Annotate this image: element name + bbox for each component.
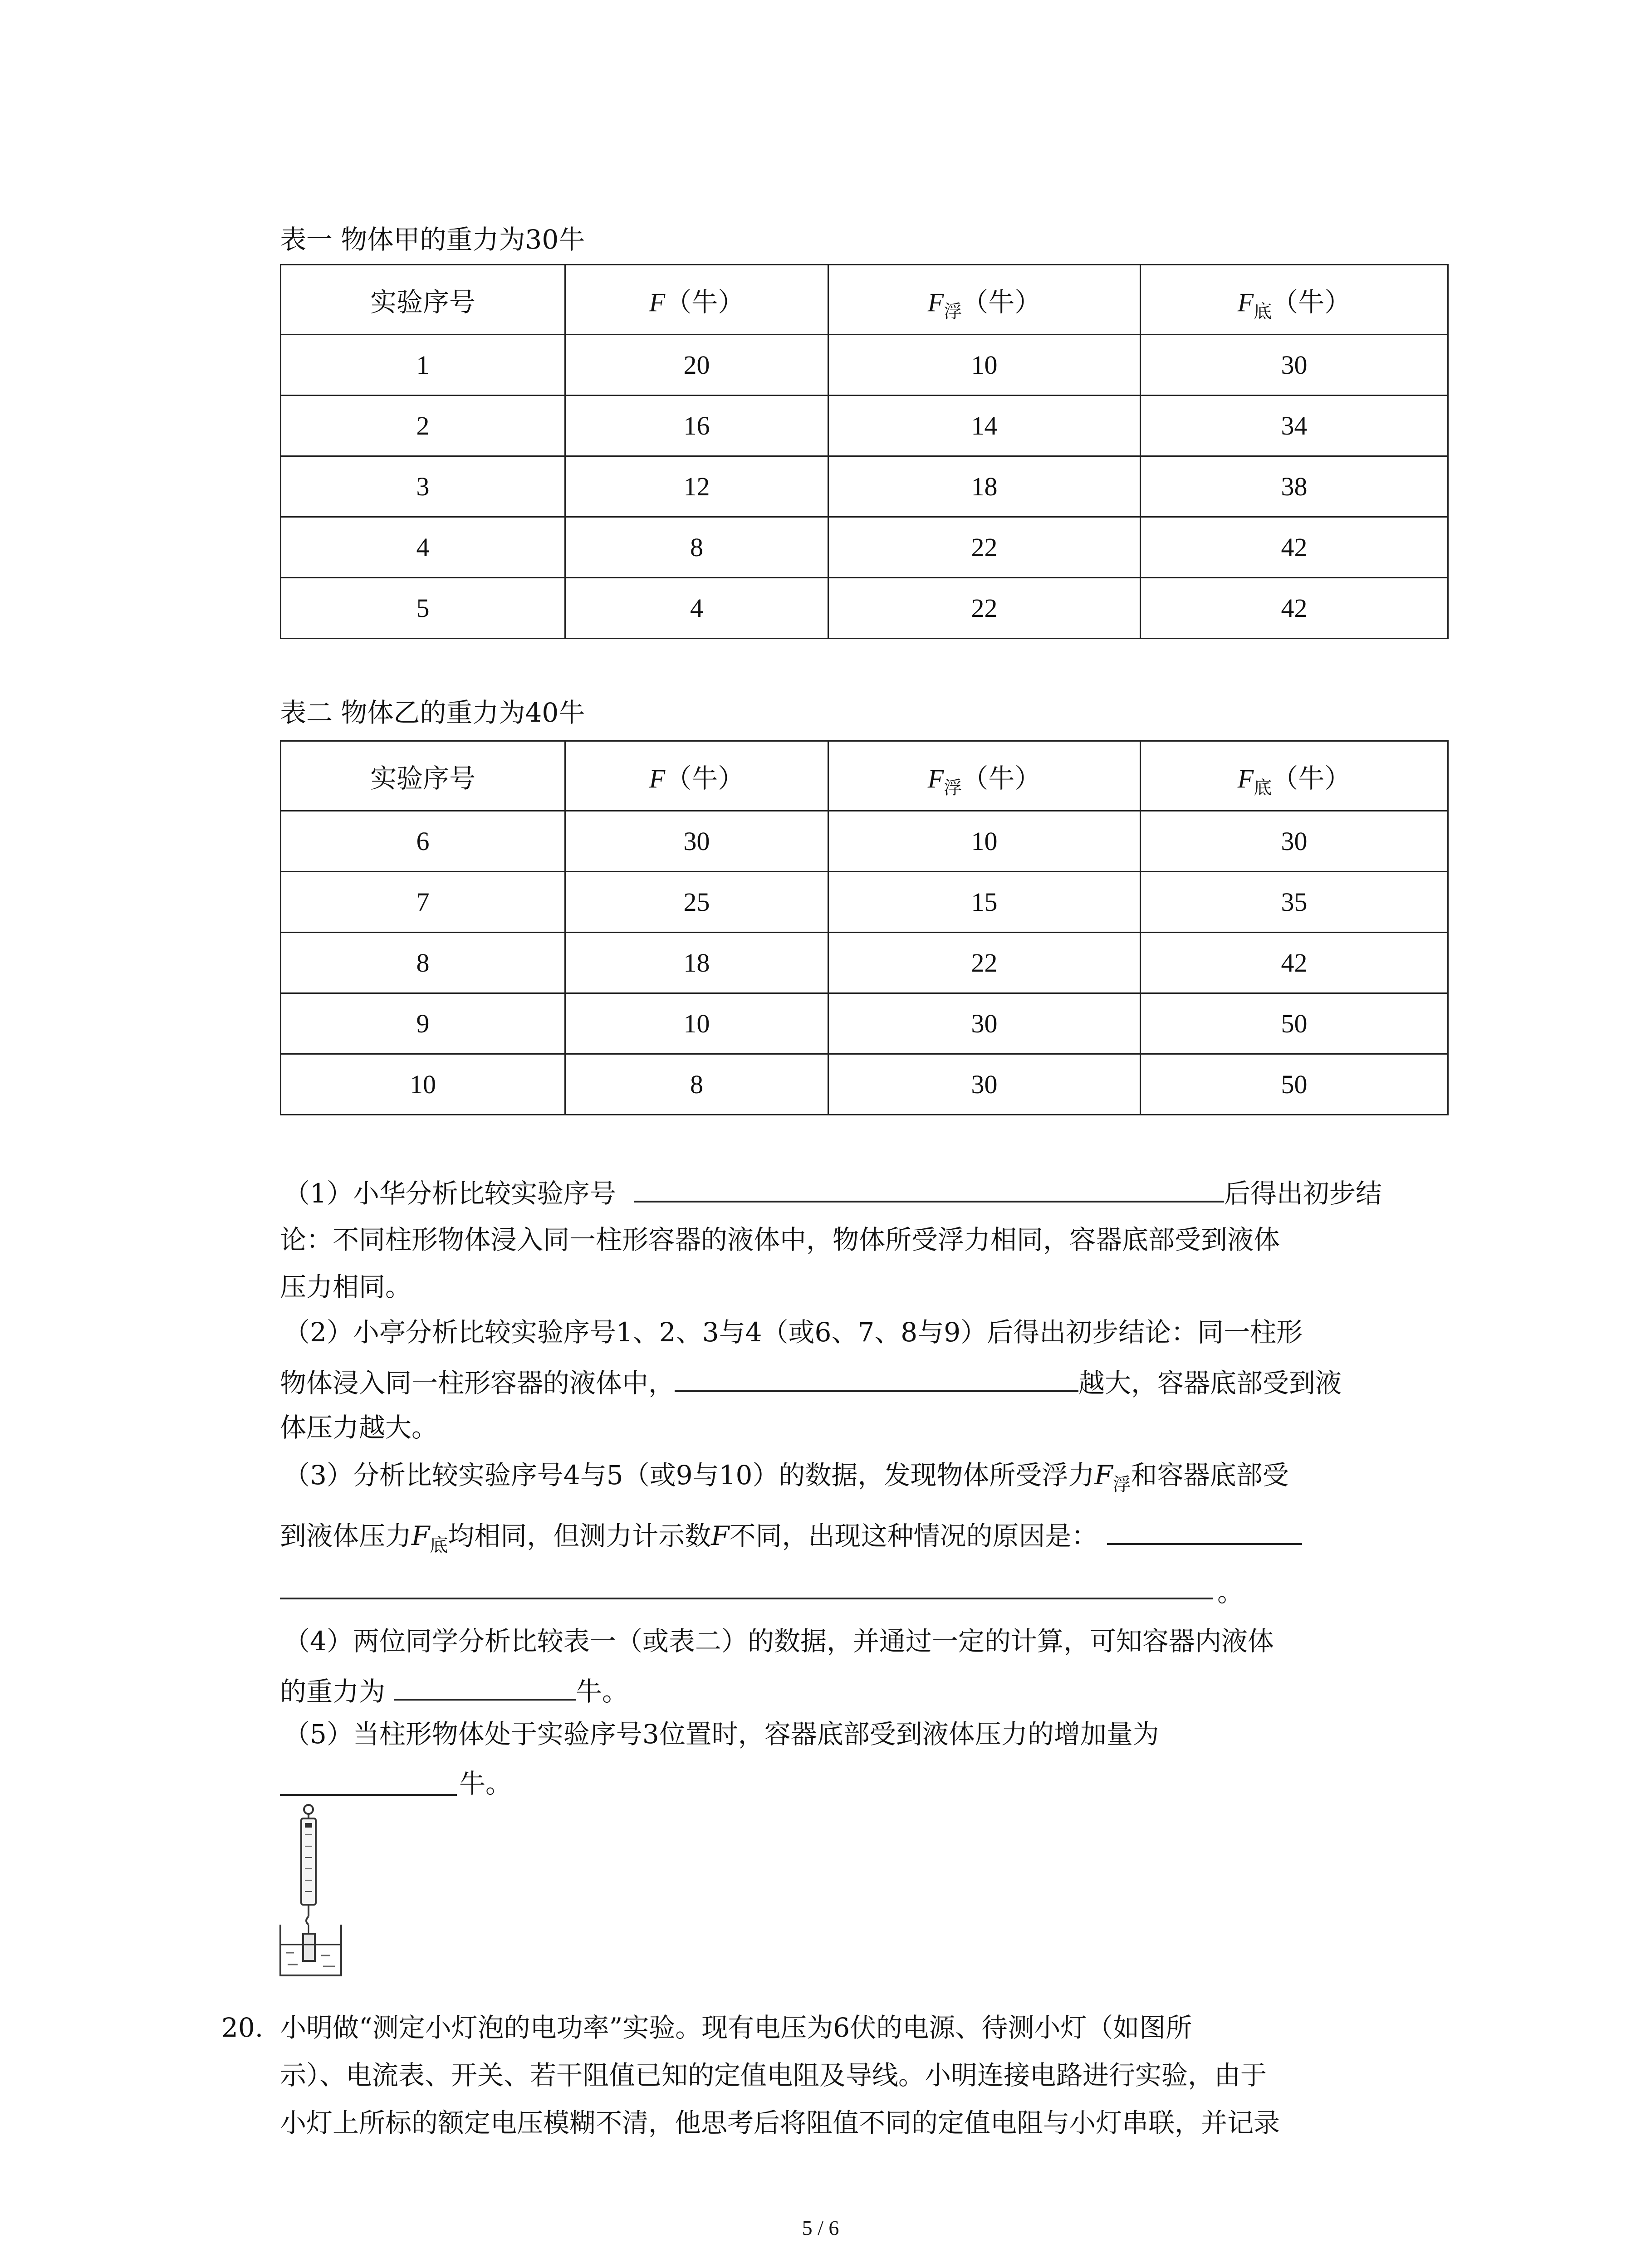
table2-caption: 表二 物体乙的重力为40牛 [280,697,585,728]
f-buoyancy-unit: （牛） [962,763,1041,793]
cell-f: 8 [565,1054,828,1115]
f-buoyancy-subscript: 浮 [1112,1474,1131,1495]
f-scale-symbol: F [711,1520,730,1551]
table-row [281,933,1448,993]
cell-f: 25 [565,872,828,933]
table-row [281,578,1448,639]
f-unit: （牛） [665,287,745,317]
cell-f-buoyancy: 18 [828,456,1141,517]
question-1-line-3: 压力相同。 [280,1271,412,1302]
cell-f-buoyancy: 30 [828,993,1141,1054]
cell-index: 3 [281,456,565,517]
question-2-line-1: （2）小亭分析比较实验序号1、2、3与4（或6、7、8与9）后得出初步结论：同一柱形 [284,1317,1303,1348]
question-4-line-2 [280,1671,628,1710]
question-2-line-3: 体压力越大。 [280,1412,438,1443]
question-20-line-1: 小明做“测定小灯泡的电功率”实验。现有电压为6伏的电源、待测小灯（如图所 [280,2012,1192,2043]
answer-blank-4[interactable] [394,1671,576,1701]
question-3-text-mid: 均相同，但测力计示数 [448,1520,711,1551]
cell-f-buoyancy: 22 [828,933,1141,993]
cell-f: 12 [565,456,828,517]
cell-f: 18 [565,933,828,993]
cell-f-bottom: 30 [1141,811,1448,872]
f-bottom-unit: （牛） [1272,763,1351,793]
table-row [281,396,1448,456]
question-3-line-2 [280,1515,1302,1557]
question-4-text: 的重力为 [280,1676,386,1707]
cell-f-bottom: 30 [1141,335,1448,396]
f-buoyancy-subscript: 浮 [944,777,962,798]
cell-index: 8 [281,933,565,993]
cell-f: 10 [565,993,828,1054]
f-unit: （牛） [665,763,745,793]
header-f [565,265,828,335]
f-buoyancy-unit: （牛） [962,287,1041,317]
answer-blank-5[interactable] [280,1794,457,1796]
question-20-line-3: 小灯上所标的额定电压模糊不清，他思考后将阻值不同的定值电阻与小灯串联，并记录 [280,2107,1280,2138]
table-row [281,993,1448,1054]
question-3-text-end: 不同，出现这种情况的原因是： [729,1520,1098,1551]
cell-f: 16 [565,396,828,456]
header-index: 实验序号 [281,265,565,335]
cell-index: 6 [281,811,565,872]
header-f-bottom [1141,265,1448,335]
cell-f-bottom: 42 [1141,933,1448,993]
question-2-line-2 [280,1362,1342,1401]
cell-f-buoyancy: 10 [828,335,1141,396]
cell-index: 4 [281,517,565,578]
table-row [281,811,1448,872]
answer-blank-3a[interactable] [1107,1515,1302,1545]
cell-f: 4 [565,578,828,639]
header-f [565,741,828,811]
f-buoyancy-symbol: F [1094,1460,1113,1491]
f-bottom-subscript: 底 [430,1535,448,1556]
cell-f-buoyancy: 10 [828,811,1141,872]
question-1-line-2: 论：不同柱形物体浸入同一柱形容器的液体中，物体所受浮力相同，容器底部受到液体 [280,1224,1280,1255]
f-symbol: F [649,287,666,317]
f-bottom-unit: （牛） [1272,287,1351,317]
question-20-number: 20. [221,2012,264,2043]
answer-blank-2[interactable] [675,1362,1078,1392]
table2-header-row [281,741,1448,811]
cell-f: 8 [565,517,828,578]
cell-index: 7 [281,872,565,933]
cell-f-buoyancy: 30 [828,1054,1141,1115]
question-1-text-end: 后得出初步结 [1224,1178,1382,1209]
f-buoyancy-symbol: F [927,287,944,317]
answer-blank-1[interactable] [634,1173,1224,1202]
cell-f-buoyancy: 22 [828,517,1141,578]
cell-index: 10 [281,1054,565,1115]
header-f-buoyancy [828,741,1141,811]
question-5-end: 牛。 [459,1768,512,1799]
question-3-line-1 [284,1457,1289,1496]
question-3-text: （3）分析比较实验序号4与5（或9与10）的数据，发现物体所受浮力 [284,1460,1095,1491]
cell-index: 5 [281,578,565,639]
f-bottom-subscript: 底 [1254,777,1272,798]
cell-f: 20 [565,335,828,396]
header-index: 实验序号 [281,741,565,811]
cell-f: 30 [565,811,828,872]
table-row [281,517,1448,578]
question-1-line-1 [284,1173,1382,1212]
table2 [280,740,1449,1115]
header-f-buoyancy [828,265,1141,335]
question-2-text-end: 越大，容器底部受到液 [1078,1368,1342,1398]
question-3-text-end: 和容器底部受 [1131,1460,1289,1491]
spring-scale-in-container-icon [278,1803,346,1984]
table-row [281,872,1448,933]
table1-header-row [281,265,1448,335]
page-number: 5 / 6 [802,2216,839,2239]
f-bottom-subscript: 底 [1254,301,1272,322]
cell-f-bottom: 50 [1141,993,1448,1054]
f-bottom-symbol: F [411,1520,430,1551]
cell-f-bottom: 42 [1141,517,1448,578]
table-row [281,456,1448,517]
question-1-text: （1）小华分析比较实验序号 [284,1178,616,1209]
cell-f-buoyancy: 14 [828,396,1141,456]
cell-index: 9 [281,993,565,1054]
question-4-line-1: （4）两位同学分析比较表一（或表二）的数据，并通过一定的计算，可知容器内液体 [284,1626,1274,1657]
table-row [281,1054,1448,1115]
cell-f-buoyancy: 22 [828,578,1141,639]
cell-f-bottom: 34 [1141,396,1448,456]
cell-index: 1 [281,335,565,396]
cell-f-buoyancy: 15 [828,872,1141,933]
f-symbol: F [649,763,666,793]
question-5-line-1: （5）当柱形物体处于实验序号3位置时，容器底部受到液体压力的增加量为 [284,1719,1159,1750]
header-f-bottom [1141,741,1448,811]
table-row [281,335,1448,396]
question-3-end: 。 [1217,1577,1244,1608]
cell-f-bottom: 50 [1141,1054,1448,1115]
question-4-text-end: 牛。 [576,1676,629,1707]
cell-f-bottom: 35 [1141,872,1448,933]
question-2-text: 物体浸入同一柱形容器的液体中， [280,1368,675,1398]
cell-f-bottom: 38 [1141,456,1448,517]
cell-f-bottom: 42 [1141,578,1448,639]
cell-index: 2 [281,396,565,456]
answer-blank-3b[interactable] [280,1598,1213,1599]
table1 [280,264,1449,639]
f-bottom-symbol: F [1237,287,1254,317]
f-buoyancy-subscript: 浮 [944,301,962,322]
table1-caption: 表一 物体甲的重力为30牛 [280,224,585,255]
question-20-line-2: 示）、电流表、开关、若干阻值已知的定值电阻及导线。小明连接电路进行实验，由于 [280,2060,1267,2091]
f-bottom-symbol: F [1237,763,1254,793]
f-buoyancy-symbol: F [927,763,944,793]
question-3-text: 到液体压力 [280,1520,412,1551]
